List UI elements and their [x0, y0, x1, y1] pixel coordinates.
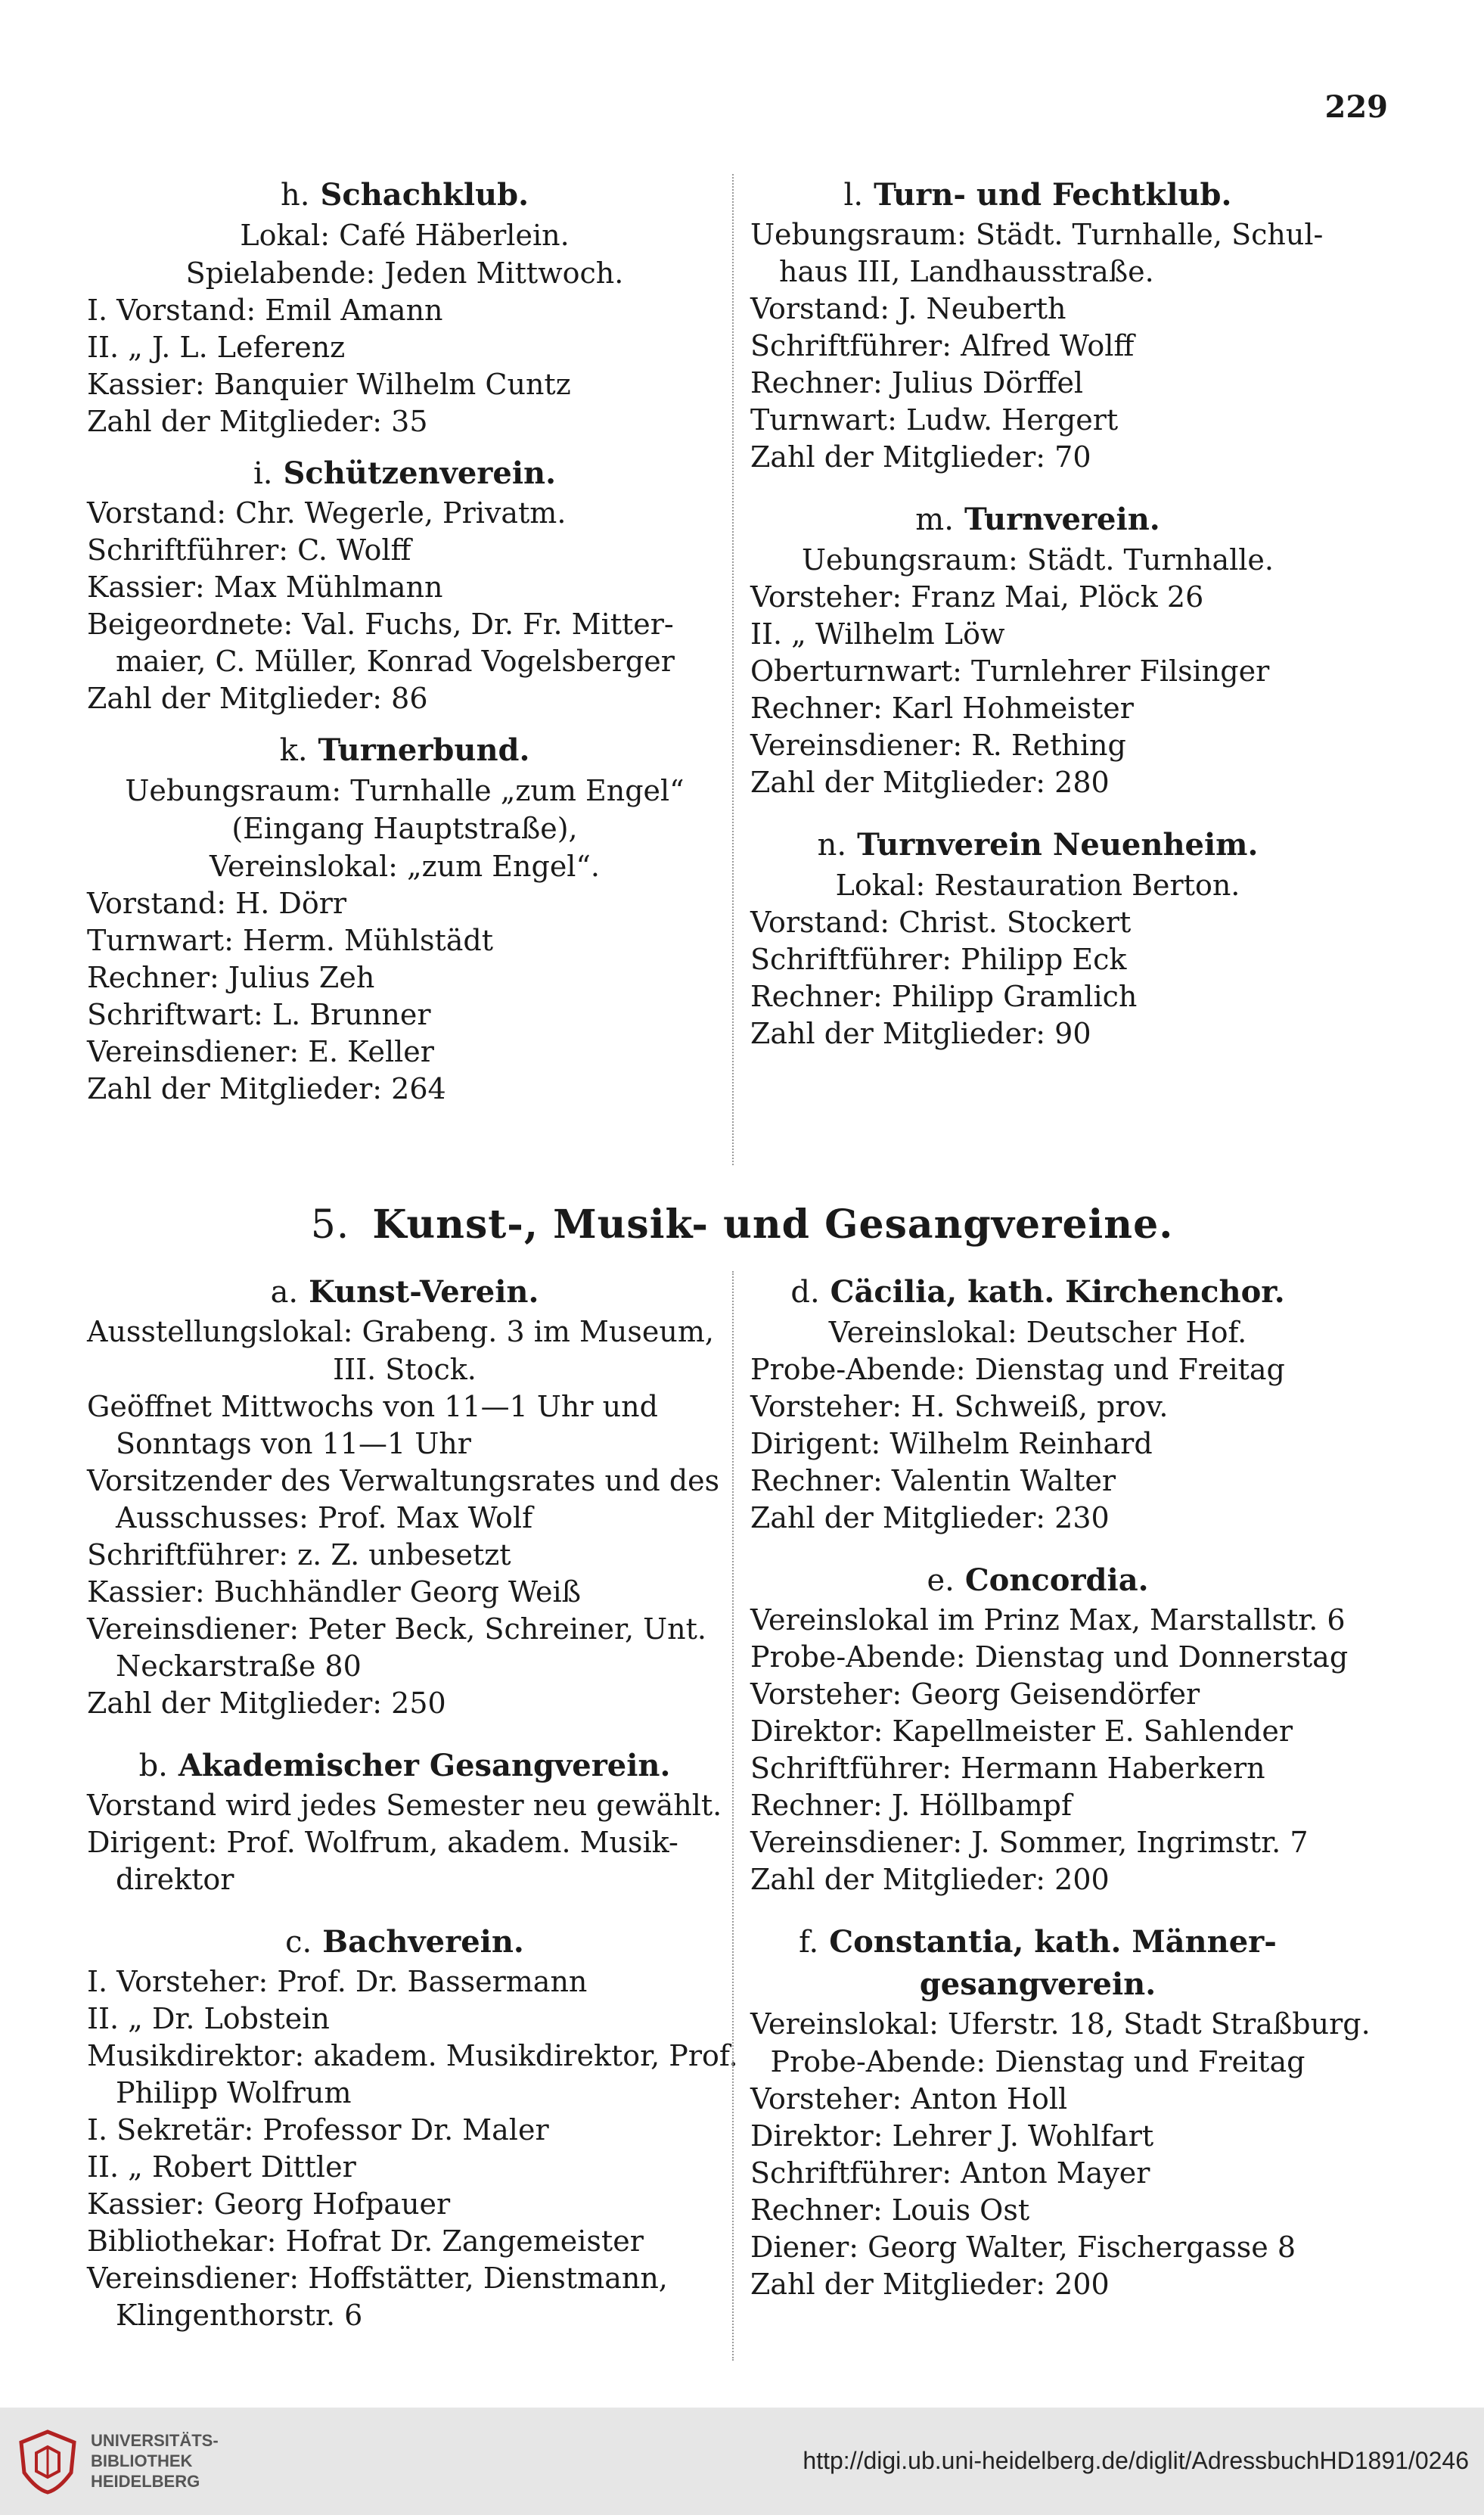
section-e-heading: e. Concordia.: [927, 1562, 1149, 1598]
text-line: Zahl der Mitglieder: 250: [87, 1687, 446, 1720]
text-line: I. Vorstand: Emil Amann: [87, 294, 443, 327]
text-line: Kassier: Buchhändler Georg Weiß: [87, 1575, 581, 1609]
text-line: haus III, Landhausstraße.: [779, 255, 1154, 288]
text-line: Vereinsdiener: J. Sommer, Ingrimstr. 7: [750, 1826, 1309, 1859]
text-line: Beigeordnete: Val. Fuchs, Dr. Fr. Mitter-: [87, 608, 674, 641]
text-line: maier, C. Müller, Konrad Vogelsberger: [116, 645, 675, 678]
text-line: Zahl der Mitglieder: 70: [750, 440, 1091, 474]
text-line: Schriftführer: Hermann Haberkern: [750, 1752, 1265, 1785]
bottom-right-column: [750, 1271, 1371, 2303]
library-logo-text: UNIVERSITÄTS- BIBLIOTHEK HEIDELBERG: [91, 2431, 219, 2491]
footer-bar: [0, 2408, 1484, 2515]
section-d-heading: d. Cäcilia, kath. Kirchenchor.: [790, 1274, 1285, 1310]
text-line: Lokal: Restauration Berton.: [835, 869, 1240, 902]
text-line: Ausstellungslokal: Grabeng. 3 im Museum,: [87, 1315, 714, 1348]
text-line: III. Stock.: [333, 1353, 477, 1386]
source-url-link[interactable]: http://digi.ub.uni-heidelberg.de/diglit/AdressbuchHD1891/0246: [803, 2447, 1469, 2474]
text-line: Vereinslokal im Prinz Max, Marstallstr. 6: [750, 1603, 1346, 1637]
text-line: Lokal: Café Häberlein.: [240, 219, 570, 252]
section-f-heading: f. Constantia, kath. Männer-: [799, 1924, 1277, 1960]
text-line: Schriftführer: Philipp Eck: [750, 943, 1127, 976]
text-line: Probe-Abende: Dienstag und Freitag: [770, 2045, 1305, 2078]
text-line: Rechner: Louis Ost: [750, 2193, 1030, 2227]
text-line: Rechner: Julius Zeh: [87, 961, 375, 994]
top-right-column: [750, 174, 1325, 1052]
column-divider: [732, 1271, 734, 2361]
text-line: Vorstand wird jedes Semester neu gewählt.: [87, 1789, 722, 1822]
text-line: Spielabende: Jeden Mittwoch.: [185, 256, 624, 290]
text-line: Rechner: J. Höllbampf: [750, 1789, 1073, 1822]
text-line: Vorstand: H. Dörr: [87, 887, 347, 920]
text-line: Rechner: Julius Dörffel: [750, 366, 1084, 399]
text-line: II. „ Dr. Lobstein: [87, 2002, 330, 2035]
text-line: Vorstand: Christ. Stockert: [750, 906, 1132, 939]
text-line: Zahl der Mitglieder: 230: [750, 1501, 1110, 1534]
text-line: Vorsteher: H. Schweiß, prov.: [750, 1390, 1169, 1423]
text-line: Klingenthorstr. 6: [116, 2299, 363, 2332]
text-line: Philipp Wolfrum: [116, 2076, 352, 2109]
text-line: Vorsteher: Georg Geisendörfer: [750, 1677, 1200, 1711]
text-line: II. „ Wilhelm Löw: [750, 617, 1005, 651]
text-line: Zahl der Mitglieder: 264: [87, 1072, 446, 1105]
section-title: 5. Kunst-, Musik- und Gesangvereine.: [310, 1202, 1174, 1248]
text-line: (Eingang Hauptstraße),: [231, 812, 578, 845]
text-line: Zahl der Mitglieder: 200: [750, 1863, 1110, 1896]
text-line: II. „ J. L. Leferenz: [87, 331, 346, 364]
page-number: 229: [1324, 89, 1388, 125]
text-line: Direktor: Lehrer J. Wohlfart: [750, 2119, 1154, 2153]
text-line: II. „ Robert Dittler: [87, 2150, 356, 2184]
text-line: Kassier: Banquier Wilhelm Cuntz: [87, 368, 571, 401]
section-m-heading: m. Turnverein.: [915, 502, 1160, 537]
text-line: Vereinsdiener: Hoffstätter, Dienstmann,: [87, 2262, 668, 2295]
text-line: Vorsitzender des Verwaltungsrates und des: [87, 1464, 720, 1497]
text-line: I. Sekretär: Professor Dr. Maler: [87, 2113, 549, 2147]
text-line: Schriftführer: z. Z. unbesetzt: [87, 1538, 511, 1571]
text-line: Kassier: Max Mühlmann: [87, 570, 443, 604]
text-line: Vorstand: J. Neuberth: [750, 292, 1066, 325]
section-k-heading: k. Turnerbund.: [279, 732, 530, 768]
text-line: Geöffnet Mittwochs von 11—1 Uhr und: [87, 1390, 658, 1423]
university-seal-icon: [14, 2427, 82, 2495]
text-line: Turnwart: Herm. Mühlstädt: [87, 924, 493, 957]
text-line: Schriftführer: Anton Mayer: [750, 2156, 1150, 2190]
text-line: Vereinsdiener: Peter Beck, Schreiner, Unt.: [87, 1612, 706, 1646]
text-line: Zahl der Mitglieder: 35: [87, 405, 428, 438]
text-line: Rechner: Karl Hohmeister: [750, 692, 1134, 725]
text-line: Sonntags von 11—1 Uhr: [116, 1427, 471, 1460]
section-a-heading: a. Kunst-Verein.: [270, 1274, 539, 1310]
text-line: Bibliothekar: Hofrat Dr. Zangemeister: [87, 2224, 644, 2258]
text-line: Probe-Abende: Dienstag und Donnerstag: [750, 1640, 1349, 1674]
text-line: Kassier: Georg Hofpauer: [87, 2187, 451, 2221]
section-h-heading: h. Schachklub.: [280, 177, 529, 213]
section-i-heading: i. Schützenverein.: [253, 455, 557, 491]
text-line: Zahl der Mitglieder: 90: [750, 1017, 1091, 1050]
text-line: Uebungsraum: Städt. Turnhalle, Schul-: [750, 218, 1324, 251]
text-line: Dirigent: Wilhelm Reinhard: [750, 1427, 1153, 1460]
section-n-heading: n. Turnverein Neuenheim.: [817, 827, 1259, 863]
text-line: Uebungsraum: Turnhalle „zum Engel“: [125, 774, 685, 807]
text-line: Rechner: Valentin Walter: [750, 1464, 1116, 1497]
text-line: Vereinslokal: „zum Engel“.: [210, 850, 600, 883]
text-line: Vereinsdiener: R. Rething: [750, 729, 1126, 762]
text-line: Zahl der Mitglieder: 200: [750, 2268, 1110, 2301]
text-line: Rechner: Philipp Gramlich: [750, 980, 1138, 1013]
text-line: direktor: [116, 1863, 234, 1896]
text-line: Vorsteher: Anton Holl: [750, 2082, 1068, 2116]
column-divider: [732, 174, 734, 1165]
section-b-heading: b. Akademischer Gesangverein.: [138, 1748, 671, 1783]
text-line: Vorsteher: Franz Mai, Plöck 26: [750, 580, 1204, 614]
text-line: Vereinslokal: Uferstr. 18, Stadt Straßburg.: [750, 2007, 1371, 2041]
text-line: Vorstand: Chr. Wegerle, Privatm.: [87, 496, 567, 530]
section-f-heading-cont: gesangverein.: [919, 1966, 1156, 2002]
text-line: Oberturnwart: Turnlehrer Filsinger: [750, 654, 1270, 688]
text-line: Neckarstraße 80: [116, 1649, 362, 1683]
text-line: Probe-Abende: Dienstag und Freitag: [750, 1353, 1285, 1386]
text-line: Ausschusses: Prof. Max Wolf: [116, 1501, 533, 1534]
text-line: Schriftwart: L. Brunner: [87, 998, 431, 1031]
text-line: Schriftführer: C. Wolff: [87, 533, 411, 567]
top-left-column: [87, 174, 722, 1108]
bottom-left-column: [87, 1271, 738, 2334]
text-line: Diener: Georg Walter, Fischergasse 8: [750, 2231, 1296, 2264]
text-line: Musikdirektor: akadem. Musikdirektor, Prof.: [87, 2039, 738, 2072]
text-line: Schriftführer: Alfred Wolff: [750, 329, 1135, 362]
text-line: Uebungsraum: Städt. Turnhalle.: [802, 543, 1274, 577]
text-line: I. Vorsteher: Prof. Dr. Bassermann: [87, 1965, 588, 1998]
text-line: Turnwart: Ludw. Hergert: [750, 403, 1119, 437]
text-line: Zahl der Mitglieder: 280: [750, 766, 1110, 799]
text-line: Vereinsdiener: E. Keller: [87, 1035, 434, 1068]
section-c-heading: c. Bachverein.: [285, 1924, 524, 1960]
text-line: Vereinslokal: Deutscher Hof.: [828, 1316, 1247, 1349]
text-line: Zahl der Mitglieder: 86: [87, 682, 428, 715]
section-l-heading: l. Turn- und Fechtklub.: [843, 177, 1232, 213]
text-line: Dirigent: Prof. Wolfrum, akadem. Musik-: [87, 1826, 678, 1859]
text-line: Direktor: Kapellmeister E. Sahlender: [750, 1714, 1293, 1748]
